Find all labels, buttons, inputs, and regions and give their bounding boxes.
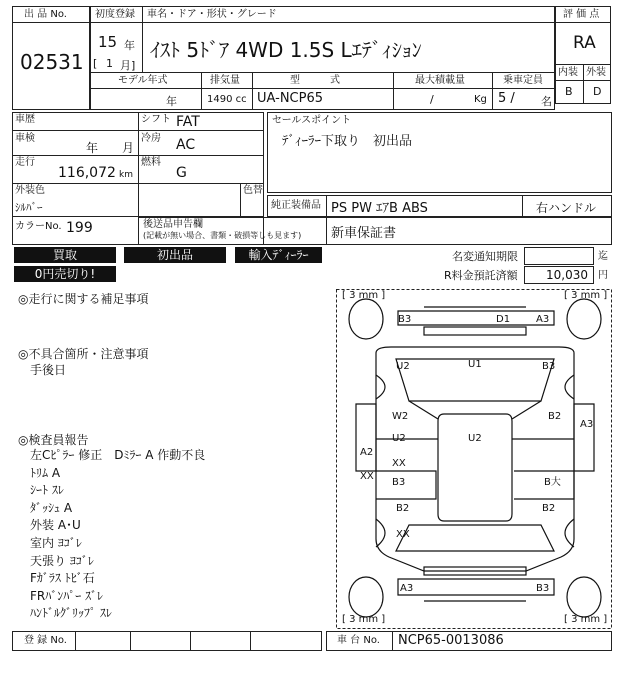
rating-label: 評 価 点 — [563, 9, 600, 20]
deadline-unit: 迄 — [598, 251, 608, 262]
max-load-label: 最大積載量 — [415, 75, 465, 86]
purchase-tag: 買取 — [14, 247, 116, 263]
fuel-label: 燃料 — [141, 157, 161, 168]
damage-mark: B3 — [542, 361, 556, 372]
wheel-rear-left — [349, 577, 383, 617]
note-item: Fｶﾞﾗｽ ﾄﾋﾞ石 — [30, 571, 95, 586]
divider — [392, 631, 393, 651]
note-item: ﾀﾞｯｼｭ A — [30, 500, 73, 515]
registration-month: 1 — [106, 57, 113, 70]
damage-mark: B3 — [536, 583, 550, 594]
damage-mark: XX — [360, 471, 374, 482]
model-year-unit: 年 — [166, 95, 177, 108]
inspection-year-unit: 年 — [86, 141, 99, 155]
registration-year: 15 — [98, 33, 118, 51]
max-load-slash: / — [430, 93, 434, 106]
registration-label: 登 録 No. — [24, 635, 67, 646]
damage-mark: A3 — [400, 583, 414, 594]
damage-mark: W2 — [392, 411, 409, 422]
zero-yen-tag: 0円売切り! — [14, 266, 116, 282]
divider — [12, 22, 90, 23]
damage-mark: B2 — [542, 503, 556, 514]
divider — [252, 72, 253, 110]
ac-label: 冷房 — [141, 133, 161, 144]
rating-score: RA — [573, 33, 596, 53]
chassis-number: NCP65-0013086 — [398, 633, 504, 648]
max-load-unit: Kg — [474, 94, 487, 105]
deadline-label: 名変通知期限 — [452, 250, 518, 263]
damage-mark: B大 — [544, 477, 561, 488]
color-no-label: カラーNo. — [15, 221, 62, 232]
divider — [240, 183, 241, 216]
divider — [583, 64, 584, 104]
divider — [326, 217, 327, 245]
sales-point-label: セールスポイント — [272, 115, 352, 126]
damage-mark: A3 — [536, 314, 550, 325]
car-damage-diagram — [336, 289, 612, 629]
sales-point-text: ﾃﾞｨｰﾗｰ下取り 初出品 — [282, 134, 413, 149]
exterior-label: 外装 — [586, 67, 606, 78]
note-item: 左Cﾋﾟﾗｰ 修正 Dﾐﾗｰ A 作動不良 — [30, 448, 206, 462]
damage-mark: U2 — [468, 433, 482, 444]
note-item: 手後日 — [30, 363, 67, 377]
first-listing-tag: 初出品 — [124, 247, 226, 263]
note-item: 室内 ﾖｺﾞﾚ — [30, 536, 82, 550]
damage-mark: U1 — [468, 359, 482, 370]
color-no-value: 199 — [66, 220, 93, 236]
roof — [438, 414, 512, 521]
divider — [138, 112, 139, 216]
note-item: 外装 A･U — [30, 518, 81, 533]
displacement-label: 排気量 — [210, 75, 240, 86]
driving-notes-label: ◎走行に関する補足事項 — [18, 292, 149, 306]
shift-value: FAT — [176, 114, 200, 130]
interior-label: 内装 — [558, 67, 578, 78]
corner-label: [ 3 mm ] — [564, 290, 608, 301]
deadline-field — [524, 247, 594, 265]
capacity-unit: 名 — [541, 95, 552, 108]
month-unit: 月] — [120, 59, 136, 72]
divider — [555, 22, 611, 23]
inspection-label: 車検 — [15, 133, 35, 144]
divider — [75, 631, 76, 651]
equipment-label: 純正装備品 — [271, 200, 321, 211]
vehicle-type: UA-NCP65 — [257, 91, 323, 106]
divider — [90, 22, 555, 23]
exterior-grade: D — [593, 85, 602, 98]
mileage-value: 116,072 — [58, 165, 116, 181]
capacity-label: 乗車定員 — [503, 75, 543, 86]
chassis-label: 車 台 No. — [337, 635, 380, 646]
divider — [90, 88, 555, 89]
documents-sublabel: (記載が無い場合、書類・破損等しも見ます) — [143, 231, 302, 240]
recycle-amount: 10,030 — [546, 268, 588, 282]
equipment-items: PS PW ｴｱB ABS — [331, 201, 428, 216]
history-label: 車歴 — [15, 114, 35, 125]
model-year-label: モデル年式 — [118, 75, 168, 86]
documents-value: 新車保証書 — [331, 226, 397, 241]
divider — [326, 195, 327, 217]
recycle-label: R料金預託済額 — [444, 269, 518, 282]
lot-number: 02531 — [20, 50, 84, 74]
note-item: ﾄﾘﾑ A — [30, 465, 61, 480]
damage-mark: U2 — [396, 361, 410, 372]
damage-mark: XX — [392, 458, 406, 469]
damage-mark: B2 — [548, 411, 562, 422]
import-dealer-tag: 輸入ﾃﾞｨｰﾗｰ — [235, 247, 322, 263]
corner-label: [ 3 mm ] — [342, 614, 386, 625]
ac-value: AC — [176, 137, 196, 153]
note-item: ﾊﾝﾄﾞﾙｸﾞﾘｯﾌﾟ ｽﾚ — [30, 606, 112, 621]
divider — [90, 72, 555, 73]
note-item: ｼｰﾄ ｽﾚ — [30, 483, 64, 498]
fuel-value: G — [176, 165, 187, 181]
divider — [142, 6, 143, 72]
corner-label: [ 3 mm ] — [564, 614, 608, 625]
divider — [522, 195, 523, 217]
rear-bumper — [398, 579, 554, 595]
note-item: 天張り ﾖｺﾞﾚ — [30, 553, 94, 568]
damage-mark: B3 — [392, 477, 406, 488]
front-bumper — [398, 311, 554, 325]
interior-grade: B — [565, 85, 573, 98]
car-name-label: 車名・ドア・形状・グレード — [147, 9, 277, 20]
type-label: 型 式 — [290, 75, 340, 86]
recycle-unit: 円 — [598, 270, 608, 281]
defects-label: ◎不具合箇所・注意事項 — [18, 347, 149, 361]
divider — [201, 72, 202, 110]
capacity: 5 / — [498, 91, 515, 106]
damage-mark: A2 — [360, 447, 374, 458]
wheel-rear-right — [567, 577, 601, 617]
damage-mark: XX — [396, 529, 410, 540]
note-item: FRﾊﾞﾝﾊﾟｰ ｽﾞﾚ — [30, 588, 104, 603]
lot-number-label: 出 品 No. — [24, 9, 67, 20]
wheel-front-left — [349, 299, 383, 339]
divider — [492, 72, 493, 110]
ext-color-value: ｼﾙﾊﾞｰ — [15, 201, 43, 214]
shift-label: シフト — [141, 114, 171, 125]
repaint-label: 色替 — [243, 185, 263, 196]
damage-mark: D1 — [496, 314, 511, 325]
damage-mark: B3 — [398, 314, 412, 325]
mileage-label: 走行 — [15, 157, 35, 168]
divider — [190, 631, 191, 651]
divider — [393, 72, 394, 110]
month-bracket: [ — [93, 57, 98, 70]
car-name: ｲｽﾄ 5ﾄﾞｱ 4WD 1.5S Lｴﾃﾞｨｼｮﾝ — [150, 38, 422, 62]
documents-label: 後送品申告欄 — [143, 219, 203, 230]
inspector-report-label: ◎検査員報告 — [18, 433, 89, 447]
divider — [130, 631, 131, 651]
year-unit: 年 — [124, 39, 135, 52]
wheel-front-right — [567, 299, 601, 339]
damage-mark: B2 — [396, 503, 410, 514]
mileage-unit: km — [119, 170, 133, 180]
divider — [250, 631, 251, 651]
steering-side: 右ハンドル — [536, 201, 597, 215]
damage-mark: A3 — [580, 419, 594, 430]
displacement: 1490 cc — [207, 94, 247, 105]
first-registration-label: 初度登録 — [95, 9, 135, 20]
ext-color-label: 外装色 — [15, 185, 45, 196]
corner-label: [ 3 mm ] — [342, 290, 386, 301]
inspection-month-unit: 月 — [122, 141, 135, 155]
damage-mark: U2 — [392, 433, 406, 444]
